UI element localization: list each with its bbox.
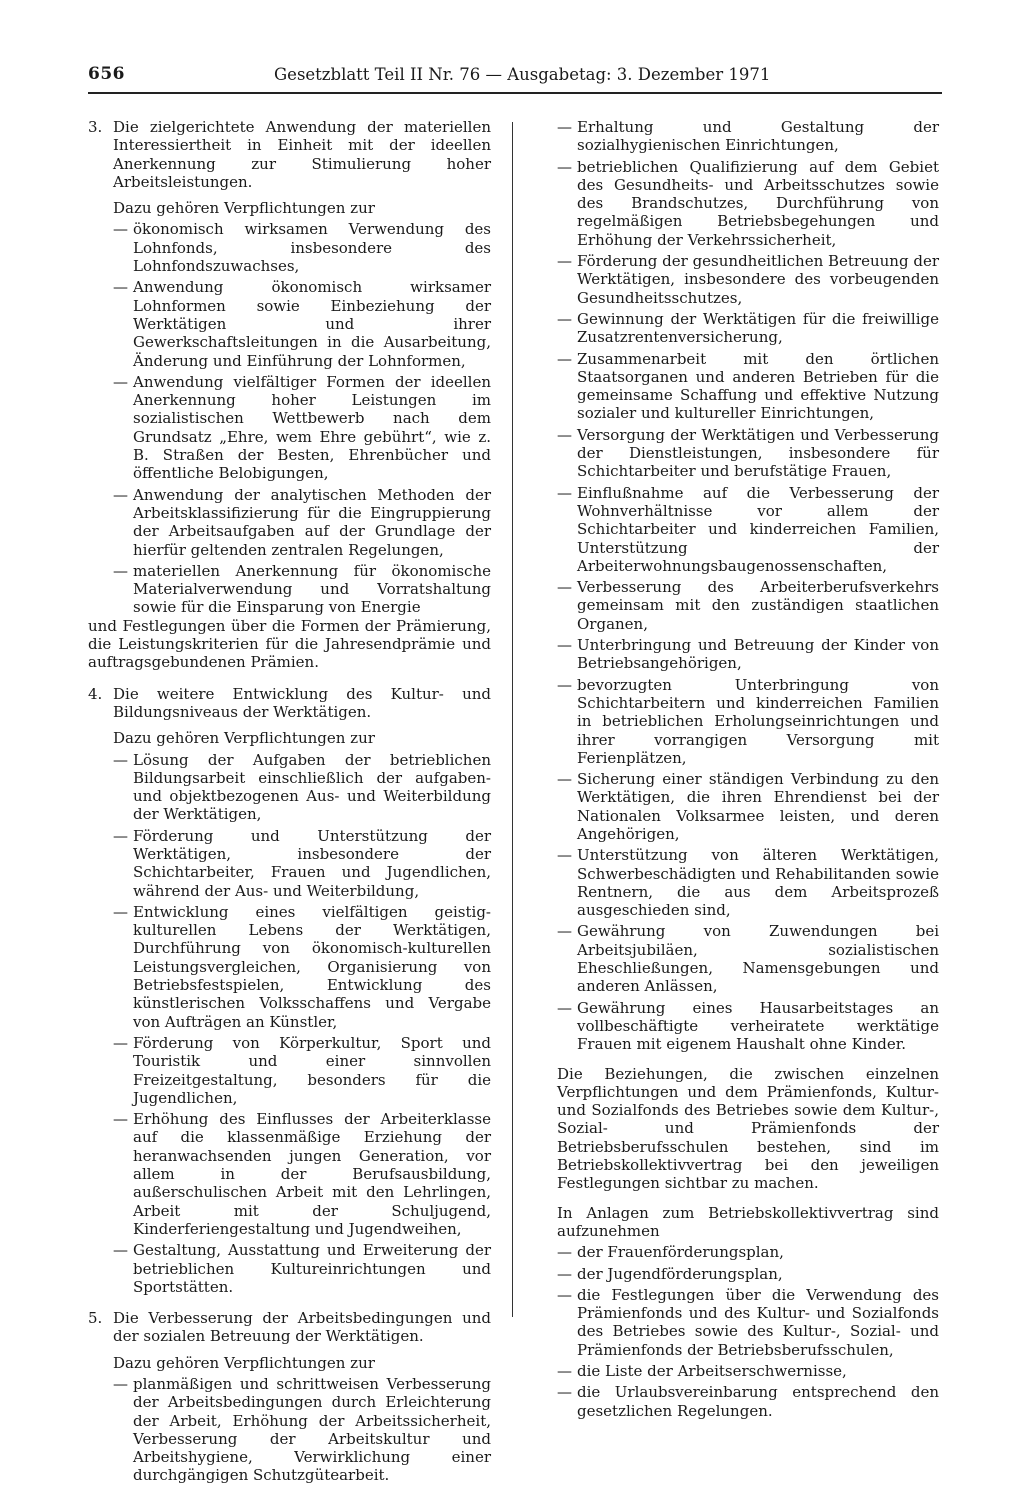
section-title: Die Verbesserung der Arbeitsbedingungen und der sozialen Betreuung der Werktätigen. <box>113 1309 491 1346</box>
annex-list <box>557 1243 939 1420</box>
list-item: — Anwendung ökonomisch wirksamer Lohnformen sowie Einbeziehung der Werktätigen und ihrer Gewerkschaftsleitungen in die Ausarbeitung, Änderung und Einführung der Lohnformen, <box>113 278 491 369</box>
section-intro: Dazu gehören Verpflichtungen zur <box>113 199 375 218</box>
list-item: — Gestaltung, Ausstattung und Erweiterung der betrieblichen Kultureinrichtungen und Sportstätten. <box>113 1241 491 1296</box>
section-title: Die weitere Entwicklung des Kultur- und Bildungsniveaus der Werktätigen. <box>113 684 491 721</box>
list-item: — Gewinnung der Werktätigen für die freiwillige Zusatzrentenversicherung, <box>557 310 939 347</box>
annex-intro: In Anlagen zum Betriebskollektivvertrag sind aufzunehmen <box>557 1203 939 1240</box>
section-3 <box>88 118 491 672</box>
list-item: — die Liste der Arbeitserschwernisse, <box>557 1362 939 1380</box>
list-item: — Zusammenarbeit mit den örtlichen Staatsorganen und anderen Betrieben für die gemeinsame Schaffung und effektive Nutzung sozialer und kultureller Einrichtungen, <box>557 350 939 423</box>
list-item: — Erhöhung des Einflusses der Arbeiterklasse auf die klassenmäßige Erziehung der heranwachsenden jungen Generation, vor allem in der Berufsausbildung, außerschulischen Arbeit mit den Lehrlingen, Arbeit mit der Schuljugend, Kinderferiengestaltung und Jugendweihen, <box>113 1110 491 1238</box>
obligation-list-continued <box>557 118 939 1054</box>
section-number: 5. <box>88 1309 103 1328</box>
list-item: — ökonomisch wirksamen Verwendung des Lohnfonds, insbesondere des Lohnfondszuwachses, <box>113 220 491 275</box>
list-item: — Gewährung von Zuwendungen bei Arbeitsjubiläen, sozialistischen Eheschließungen, Namensgebungen und anderen Anlässen, <box>557 922 939 995</box>
section-intro: Dazu gehören Verpflichtungen zur <box>113 729 375 748</box>
obligation-list <box>113 1375 491 1485</box>
list-item: — Erhaltung und Gestaltung der sozialhygienischen Einrichtungen, <box>557 118 939 155</box>
right-column <box>557 118 939 1420</box>
list-item: — Entwicklung eines vielfältigen geistig-kulturellen Lebens der Werktätigen, Durchführung von ökonomisch-kulturellen Leistungsvergleichen, Organisierung von Betriebsfestspielen, Entwicklung des künstlerischen Volksschaffens und Vergabe von Aufträgen an Künstler, <box>113 903 491 1031</box>
list-item: — Lösung der Aufgaben der betrieblichen Bildungsarbeit einschließlich der aufgaben- und objektbezogenen Aus- und Weiterbildung der Werktätigen, <box>113 751 491 824</box>
section-4 <box>88 685 491 1297</box>
list-item: — Gewährung eines Hausarbeitstages an vollbeschäftigte verheiratete werktätige Frauen mit eigenem Haushalt ohne Kinder. <box>557 999 939 1054</box>
page-number: 656 <box>88 64 125 84</box>
list-item: — Einflußnahme auf die Verbesserung der Wohnverhältnisse vor allem der Schichtarbeiter und kinderreichen Familien, Unterstützung der Arbeiterwohnungsbaugenossenschaften, <box>557 484 939 575</box>
list-item: — bevorzugten Unterbringung von Schichtarbeitern und kinderreichen Familien in betrieblichen Erholungseinrichtungen und ihrer vorrangigen Versorgung mit Ferienplätzen, <box>557 676 939 767</box>
section-intro: Dazu gehören Verpflichtungen zur <box>113 1353 375 1372</box>
list-item: — der Jugendförderungsplan, <box>557 1265 939 1283</box>
list-item: — der Frauenförderungsplan, <box>557 1243 939 1261</box>
obligation-list <box>113 220 491 616</box>
list-item: — die Urlaubsvereinbarung entsprechend den gesetzlichen Regelungen. <box>557 1383 939 1420</box>
list-item: — materiellen Anerkennung für ökonomische Materialverwendung und Vorratshaltung sowie für die Einsparung von Energie <box>113 562 491 617</box>
list-item: — Förderung von Körperkultur, Sport und Touristik und einer sinnvollen Freizeitgestaltung, besonders für die Jugendlichen, <box>113 1034 491 1107</box>
section-5 <box>88 1309 491 1485</box>
left-column <box>88 118 491 1485</box>
list-item: — Förderung der gesundheitlichen Betreuung der Werktätigen, insbesondere des vorbeugenden Gesundheitsschutzes, <box>557 252 939 307</box>
list-item: — die Festlegungen über die Verwendung des Prämienfonds und des Kultur- und Sozialfonds des Betriebes sowie des Kultur-, Sozial- und Prämienfonds der Betriebsberufsschulen, <box>557 1286 939 1359</box>
running-title: Gesetzblatt Teil II Nr. 76 — Ausgabetag: 3. Dezember 1971 <box>274 65 771 84</box>
list-item: — Anwendung vielfältiger Formen der ideellen Anerkennung hoher Leistungen im sozialistischen Wettbewerb nach dem Grundsatz „Ehre, wem Ehre gebührt“, wie z. B. Straßen der Besten, Ehrenbücher und öffentliche Belobigungen, <box>113 373 491 483</box>
obligation-list <box>113 751 491 1297</box>
section-number: 4. <box>88 684 103 703</box>
section-title: Die zielgerichtete Anwendung der materiellen Interessiertheit in Einheit mit der ideellen Anerkennung zur Stimulierung hoher Arbeitsleistungen. <box>113 118 491 191</box>
list-item: — Unterbringung und Betreuung der Kinder von Betriebsangehörigen, <box>557 636 939 673</box>
page-header <box>88 62 942 90</box>
section-number: 3. <box>88 118 103 136</box>
list-item: — planmäßigen und schrittweisen Verbesserung der Arbeitsbedingungen durch Erleichterung der Arbeit, Erhöhung der Arbeitssicherheit, Verbesserung der Arbeitskultur und Arbeitshygiene, Verwirklichung einer durchgängigen Schutzgütearbeit. <box>113 1375 491 1485</box>
header-rule <box>88 92 942 94</box>
relations-paragraph: Die Beziehungen, die zwischen einzelnen Verpflichtungen und dem Prämienfonds, Kultur- und Sozialfonds des Betriebes sowie dem Kultur-, Sozial- und Prämienfonds der Betriebsberufsschulen bestehen, sind im Betriebskollektivvertrag bei den jeweiligen Festlegungen sichtbar zu machen. <box>557 1064 939 1193</box>
list-item: — Anwendung der analytischen Methoden der Arbeitsklassifizierung für die Eingruppierung der Arbeitsaufgaben auf der Grundlage der hierfür geltenden zentralen Regelungen, <box>113 486 491 559</box>
section-closing: und Festlegungen über die Formen der Prämierung, die Leistungskriterien für die Jahresendprämie und auftragsgebundenen Prämien. <box>88 616 491 672</box>
list-item: — Versorgung der Werktätigen und Verbesserung der Dienstleistungen, insbesondere für Schichtarbeiter und berufstätige Frauen, <box>557 426 939 481</box>
list-item: — Unterstützung von älteren Werktätigen, Schwerbeschädigten und Rehabilitanden sowie Rentnern, die aus dem Arbeitsprozeß ausgeschieden sind, <box>557 846 939 919</box>
list-item: — Verbesserung des Arbeiterberufsverkehrs gemeinsam mit den zuständigen staatlichen Organen, <box>557 578 939 633</box>
list-item: — betrieblichen Qualifizierung auf dem Gebiet des Gesundheits- und Arbeitsschutzes sowie des Brandschutzes, Durchführung von regelmäßigen Betriebsbegehungen und Erhöhung der Verkehrssicherheit, <box>557 158 939 249</box>
list-item: — Förderung und Unterstützung der Werktätigen, insbesondere der Schichtarbeiter, Frauen und Jugendlichen, während der Aus- und Weiterbildung, <box>113 827 491 900</box>
column-divider <box>512 122 513 1317</box>
list-item: — Sicherung einer ständigen Verbindung zu den Werktätigen, die ihren Ehrendienst bei der Nationalen Volksarmee leisten, und deren Angehörigen, <box>557 770 939 843</box>
